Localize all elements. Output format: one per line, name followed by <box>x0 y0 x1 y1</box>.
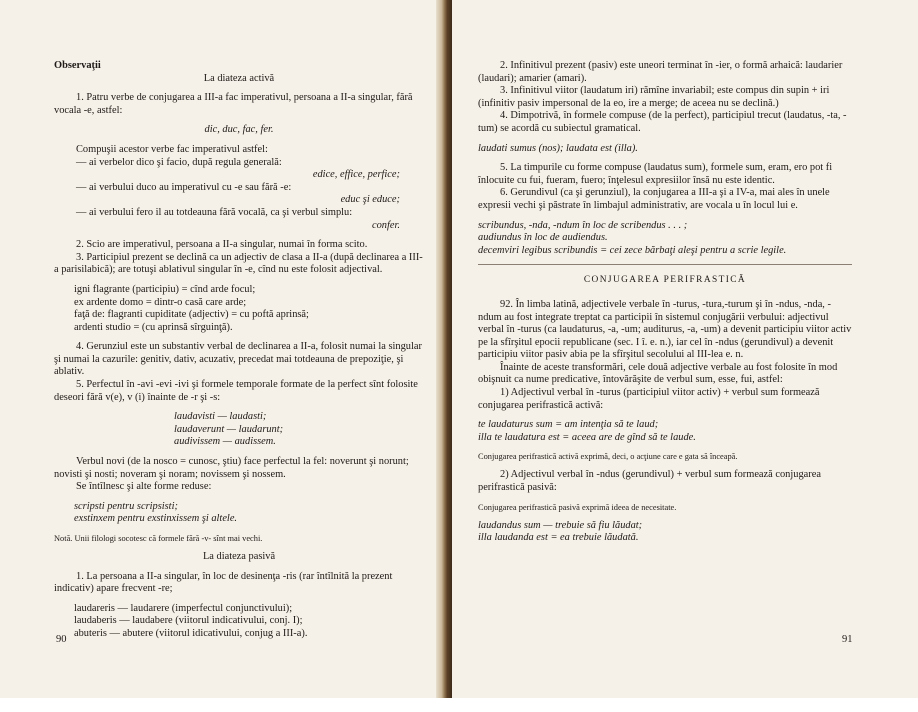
paragraph: 92. În limba latină, adjectivele verbale în -turus, -tura,-turum şi în -ndus, -nda, -ndum au fost integrate treptat ca participii în sistemul conjugării verbului: adjectivul verbal în -turus (ca laudaturus, -a, -um; auditurus, -a, -um) a devenit participiu viitor activ pe la sfîrşitul epocii republicane (sec. I î. e. n.), iar cel în -ndus (gerundivul) a devenit participiu viitor pasiv abia pe la sfîrşitul secolului al III-lea e. n. <box>478 298 852 361</box>
list-item: — ai verbului fero il au totdeauna fără vocală, ca şi verbul simplu: <box>76 206 353 218</box>
example: illa laudanda est = ea trebuie lăudată. <box>478 532 639 544</box>
example: ex ardente domo = dintr-o casă care arde; <box>74 296 247 308</box>
example: ardenti studio = (cu aprinsă sîrguinţă). <box>74 321 233 333</box>
example: faţă de: flagranti cupiditate (adjectiv) = cu poftă aprinsă; <box>74 309 309 321</box>
example: audivissem — audissem. <box>174 436 276 448</box>
list-example: educ şi educe; <box>340 194 400 206</box>
paragraph: Înainte de aceste transformări, cele două adjective verbale au fost folosite în mod obişnuit ca nume predicative, întovărăşite de verbul sum, esse, fui, astfel: <box>478 361 838 386</box>
page-number-left: 90 <box>56 634 67 645</box>
section-heading: CONJUGAREA PERIFRASTICĂ <box>583 275 747 286</box>
example: audiundus în loc de audiendus. <box>478 232 608 244</box>
example: illa te laudatura est = aceea are de gînd să te laude. <box>478 431 696 443</box>
right-page <box>452 0 918 712</box>
list-example: edice, effice, perfice; <box>312 169 400 181</box>
paragraph: 2) Adjectivul verbal în -ndus (gerundivul) + verbul sum formează conjugarea perifrastică pasivă: <box>478 469 821 494</box>
page-number-right: 91 <box>842 634 853 645</box>
list-item: — ai verbelor dico şi facio, după regula generală: <box>76 156 282 168</box>
example: te laudaturus sum = am intenţia să te laud; <box>478 419 659 431</box>
active-voice-subheading: La diateza activă <box>203 72 275 84</box>
example: exstinxem pentru exstinxissem şi altele. <box>74 513 238 525</box>
list-item: — ai verbului duco au imperativul cu -e sau fără -e: <box>76 181 292 193</box>
paragraph: 2. Infinitivul prezent (pasiv) este uneori terminat în -ier, o formă arhaică: laudarier (laudari); amarier (amari). <box>478 60 843 84</box>
list-example: confer. <box>372 219 400 231</box>
section-divider <box>478 264 852 265</box>
observations-heading: Observaţii <box>54 60 101 71</box>
paragraph: 5. Perfectul în -avi -evi -ivi şi formele temporale formate de la perfect sînt folosite deseori fără v(e), v (i) înainte de -r şi -s: <box>54 379 418 403</box>
note: Notă. Unii filologi socotesc că formele fără -v- sînt mai vechi. <box>54 534 263 543</box>
paragraph: 1. La persoana a II-a singular, în loc de desinenţa -ris (rar întîlnită la prezent indicativ) apare frecvent -re; <box>54 570 393 595</box>
paragraph: 1. Patru verbe de conjugarea a III-a fac imperativul, persoana a II-a singular, fără vocala -e, astfel: <box>54 92 413 116</box>
paragraph: Compuşii acestor verbe fac imperativul astfel: <box>76 143 268 155</box>
paragraph: Se întîlnesc şi alte forme reduse: <box>76 481 212 493</box>
paragraph: 1) Adjectivul verbal în -turus (participiul viitor activ) + verbul sum formează conjugarea perifrastică activă: <box>478 387 820 411</box>
paragraph: 3. Participiul prezent se declină ca un adjectiv de clasa a II-a (după declinarea a III-a parisilabică); are totuşi ablativul singular în -e, cînd nu este folosit adjectival. <box>54 251 423 276</box>
example: laudati sumus (nos); laudata est (illa). <box>478 142 638 154</box>
example: laudavisti — laudasti; <box>174 411 267 423</box>
book-gutter <box>436 0 452 712</box>
paragraph: 6. Gerundivul (ca şi gerunziul), la conjugarea a III-a şi a IV-a, mai ales în unele expresii vechi şi păstrate în limbajul administrativ, are vocala u în locul lui e. <box>478 187 830 211</box>
note: Conjugarea perifrastică pasivă exprimă ideea de necesitate. <box>478 502 677 512</box>
paragraph: Verbul novi (de la nosco = cunosc, ştiu) face perfectul la fel: noverunt şi norunt; novisti şi nosti; noveram şi noram; novissem şi nossem. <box>54 456 409 480</box>
paragraph: 5. La timpurile cu forme compuse (laudatus sum), formele sum, eram, ero pot fi înlocuite cu fui, fueram, fuero; înţelesul expresiilor însă nu este identic. <box>478 162 833 186</box>
example: laudaberis — laudabere (viitorul indicativului, conj. I); <box>74 615 303 627</box>
paragraph: 4. Dimpotrivă, în formele compuse (de la perfect), participiul trecut (laudatus, -ta, -tum) se acordă cu subiectul gramatical. <box>478 110 847 134</box>
example: laudandus sum — trebuie să fiu lăudat; <box>478 519 643 531</box>
example: decemviri legibus scribundis = cei zece bărbaţi aleşi pentru a scrie legile. <box>478 244 787 256</box>
scan-margin <box>0 698 918 712</box>
right-text-column <box>478 60 852 545</box>
example: dic, duc, fac, fer. <box>204 124 274 136</box>
example: laudaverunt — laudarunt; <box>174 423 284 435</box>
left-text-column <box>54 60 424 641</box>
passive-voice-subheading: La diateza pasivă <box>202 551 276 562</box>
paragraph: 2. Scio are imperativul, persoana a II-a singular, numai în forma scito. <box>76 239 368 251</box>
example: scripsti pentru scripsisti; <box>74 500 178 512</box>
note: Conjugarea perifrastică activă exprimă, deci, o acţiune care e gata să înceapă. <box>478 452 738 462</box>
example: igni flagrante (participiu) = cînd arde focul; <box>74 283 256 295</box>
left-page <box>0 0 452 712</box>
example: laudareris — laudarere (imperfectul conjunctivului); <box>74 602 293 614</box>
paragraph: 4. Gerunziul este un substantiv verbal de declinarea a II-a, folosit numai la singular şi numai la cazurile: genitiv, dativ, acuzativ, precedat mai totdeauna de prepoziţie, şi ablativ. <box>54 341 422 378</box>
example: scribundus, -nda, -ndum în loc de scribendus . . . ; <box>478 219 688 231</box>
example: abuteris — abutere (viitorul idicativului, conjug a III-a). <box>74 627 308 639</box>
paragraph: 3. Infinitivul viitor (laudatum iri) rămîne invariabil; este compus din supin + iri (infinitiv pasiv impersonal de la eo, ire a merge; de aceea nu se declină.) <box>478 85 830 109</box>
